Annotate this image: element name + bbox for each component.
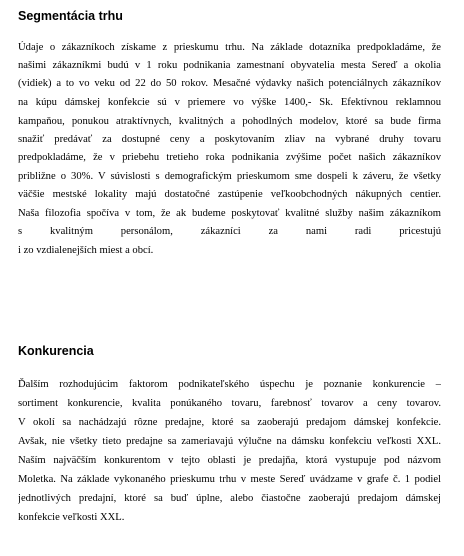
- paragraph-line: Ďalším rozhodujúcim faktorom podnikateľského úspechu je poznanie konkurencie –: [18, 379, 441, 390]
- paragraph-line: snažiť predávať za dostupné ceny a poskytovaním zliav na vybrané druhy tovaru: [18, 134, 441, 145]
- paragraph-line: približne o 30%. V súvislosti s demografickým prieskumom sme dospeli k záveru, že všetky: [18, 171, 441, 182]
- section-heading-konkurencia: Konkurencia: [18, 344, 94, 358]
- paragraph-line: i zo vzdialenejších miest a obcí.: [18, 245, 154, 256]
- paragraph-line: konfekcie veľkosti XXL.: [18, 512, 125, 523]
- paragraph-line: Avšak, nie všetky tieto predajne sa zameriavajú výlučne na dámsku konfekciu veľkosti XXL.: [18, 436, 441, 447]
- paragraph-line: Naša filozofia spočíva v tom, že ak budeme poskytovať kvalitné služby našim zákazníkom: [18, 208, 441, 219]
- paragraph-line: s kvalitným personálom, zákazníci za nami radi pricestujú: [18, 226, 441, 237]
- paragraph-line: sortiment konkurencie, kvalita ponúkaného tovaru, farebnosť tovarov a ceny tovarov.: [18, 398, 441, 409]
- paragraph-line: jednotlivých predajní, ktoré sa buď úplne, alebo čiastočne zaoberajú predajom dámskej: [18, 493, 441, 504]
- paragraph-line: kampaňou, ponukou atraktívnych, kvalitných a pohodlných modelov, ktoré sa bude firma: [18, 116, 441, 127]
- paragraph-line: našimi zákazníkmi budú v 1 roku podnikania zamestnaní obyvatelia mesta Sereď a okolia: [18, 60, 441, 71]
- paragraph-line: V okolí sa nachádzajú rôzne predajne, ktoré sa zaoberajú predajom dámskej konfekcie.: [18, 417, 441, 428]
- section-heading-segmentacia: Segmentácia trhu: [18, 9, 123, 23]
- paragraph-line: Moletka. Na základe vykonaného prieskumu trhu v meste Sereď uvádzame v grafe č. 1 podiel: [18, 474, 441, 485]
- paragraph-line: na kúpu dámskej konfekcie sú v priemere vo výške 1400,- Sk. Efektívnou reklamnou: [18, 97, 441, 108]
- paragraph-line: väčšie mestské lokality majú dostatočné zastúpenie veľkoobchodných nákupných centier.: [18, 189, 441, 200]
- paragraph-line: (vidiek) a to vo veku od 22 do 50 rokov. Mesačné výdavky našich potenciálnych zákazníkov: [18, 78, 441, 89]
- paragraph-line: Naším najväčším konkurentom v tejto oblasti je predajňa, ktorá vystupuje pod názvom: [18, 455, 441, 466]
- paragraph-line: predpokladáme, že v priebehu tretieho roka podnikania zvýšime počet našich zákazníkov: [18, 152, 441, 163]
- paragraph-line: Údaje o zákazníkoch získame z prieskumu trhu. Na základe dotazníka predpokladáme, že: [18, 42, 441, 53]
